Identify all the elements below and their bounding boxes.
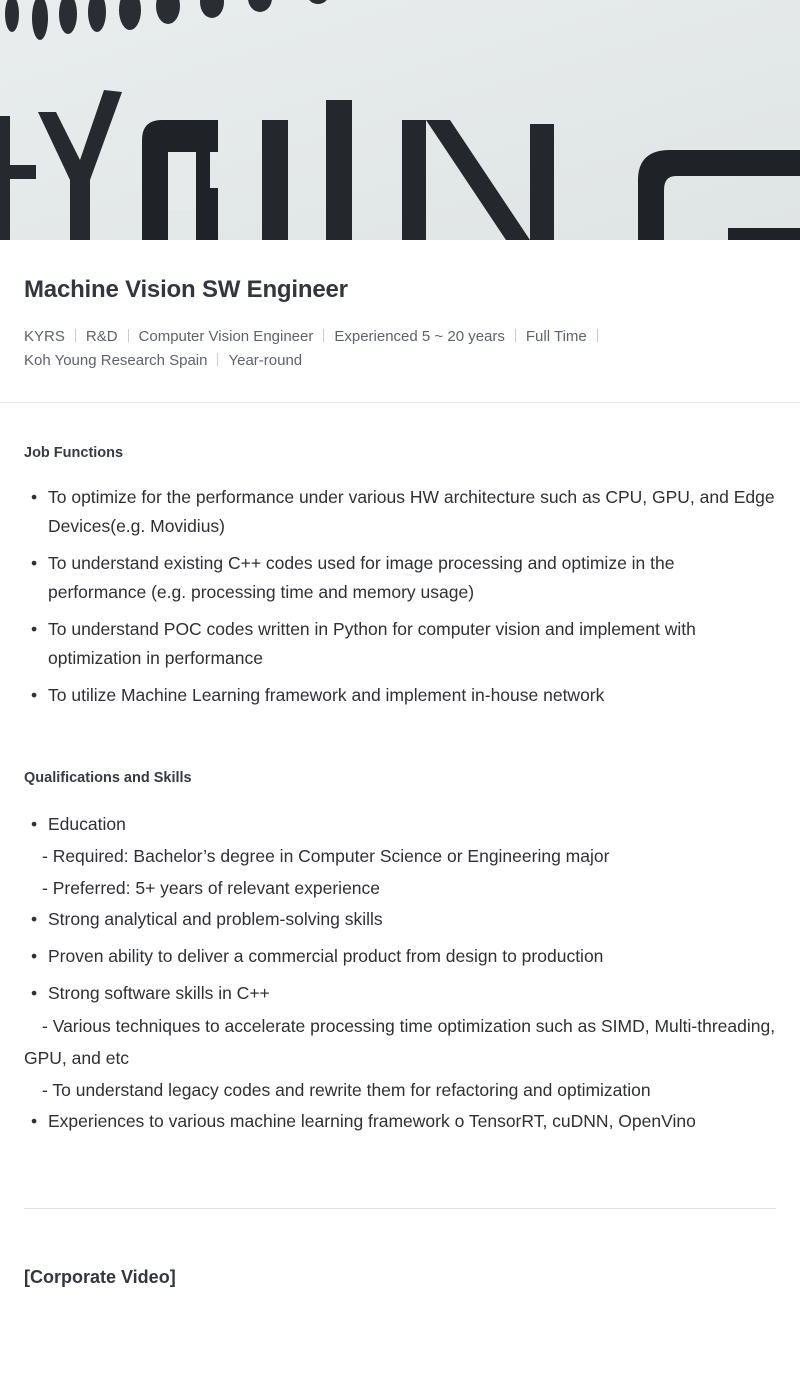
tag-company: KYRS [24,328,65,345]
list-item: • Experiences to various machine learning framework o TensorRT, cuDNN, OpenVino [24,1106,776,1136]
list-item: • Strong analytical and problem-solving skills [24,904,776,934]
corporate-video-title: [Corporate Video] [24,1267,176,1287]
job-functions-list [24,483,776,710]
job-description [0,403,800,1136]
sub-item: - Preferred: 5+ years of relevant experience [42,878,381,898]
section-title-job-functions: Job Functions [24,445,124,461]
list-item: • Proven ability to deliver a commercial product from design to production [24,942,776,971]
job-title: Machine Vision SW Engineer [24,276,348,303]
tag-experience: Experienced 5 ~ 20 years [334,328,505,345]
list-item: • To understand existing C++ codes used for image processing and optimize in the performance (e.g. processing time and memory usage) [24,549,776,607]
tag-recruitment-period: Year-round [228,352,303,369]
job-functions-section [24,403,776,710]
qualifications-list [24,810,776,838]
tag-separator [597,329,598,342]
tag-separator [217,353,218,366]
list-item: • To utilize Machine Learning framework and implement in-house network [24,681,776,710]
qualifications-list [24,904,776,1008]
signage-graphic [0,0,800,240]
tag-separator [75,329,76,342]
list-item: • Strong software skills in C++ [24,979,776,1008]
tag-role: Computer Vision Engineer [138,328,314,345]
tag-department: R&D [85,328,118,345]
qualifications-list [24,1106,776,1136]
list-item: • To optimize for the performance under various HW architecture such as CPU, GPU, and Edge Devices(e.g. Movidius) [24,483,776,541]
section-title-qualifications: Qualifications and Skills [24,770,192,786]
sub-item: - Various techniques to accelerate processing time optimization such as SIMD, Multi-threading, GPU, and etc [24,1016,776,1068]
list-item: • To understand POC codes written in Python for computer vision and implement with optimization in performance [24,615,776,673]
sub-item: - To understand legacy codes and rewrite them for refactoring and optimization [42,1080,651,1100]
tag-separator [515,329,516,342]
tag-location: Koh Young Research Spain [24,352,208,369]
hero-image [0,0,800,240]
job-header [0,240,800,369]
tag-separator [128,329,129,342]
sub-item: - Required: Bachelor’s degree in Computer Science or Engineering major [42,846,610,866]
job-tags [24,325,776,373]
tag-separator [323,329,324,342]
list-item: • Education [24,810,776,838]
tag-employment-type: Full Time [525,328,587,345]
qualifications-section [24,718,776,1136]
